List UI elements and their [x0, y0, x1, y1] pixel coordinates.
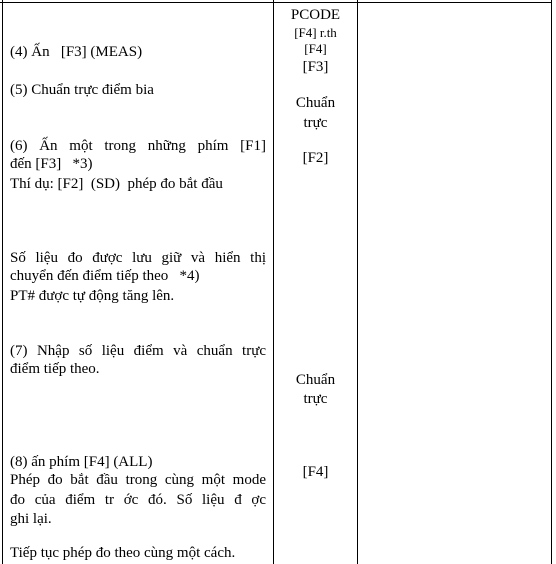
data-stored-line-2: chuyển đến điểm tiếp theo *4)	[10, 268, 200, 284]
collimate-label-1-line-2: trực	[303, 115, 328, 131]
f2-key-label: [F2]	[302, 150, 329, 166]
f4-all-key-label: [F4]	[302, 464, 329, 480]
f3-key-label: [F3]	[302, 59, 329, 75]
table-left-border	[2, 0, 3, 564]
display-column	[358, 3, 551, 564]
collimate-label-2-line-1: Chuẩn	[295, 372, 336, 388]
collimate-label-2-line-2: trực	[303, 391, 328, 407]
step-4-text: (4) Ấn [F3] (MEAS)	[10, 44, 143, 60]
collimate-label-1-line-1: Chuẩn	[295, 95, 336, 111]
f4-key-label: [F4]	[304, 41, 327, 56]
step-6-line-1: (6) Ấn một trong những phím [F1]	[10, 138, 266, 154]
step-8-line-3: đo của điểm tr ớc đó. Số liệu đ ợc	[10, 492, 266, 508]
step-6-line-2: đến [F3] *3)	[10, 156, 93, 172]
step-7-line-1: (7) Nhập số liệu điểm và chuẩn trực	[10, 343, 266, 359]
step-6-line-3: Thí dụ: [F2] (SD) phép đo bắt đầu	[10, 176, 223, 192]
continue-text: Tiếp tục phép đo theo cùng một cách.	[10, 545, 236, 561]
step-7-line-2: điểm tiếp theo.	[10, 361, 100, 377]
table-right-border	[551, 0, 552, 564]
step-5-text: (5) Chuẩn trực điểm bia	[10, 82, 154, 98]
step-8-line-1: (8) ấn phím [F4] (ALL)	[10, 454, 153, 470]
step-8-line-4: ghi lại.	[10, 511, 52, 527]
pcode-key-label: PCODE	[290, 7, 341, 23]
data-stored-line-1: Số liệu đo được lưu giữ và hiển thị	[10, 250, 266, 266]
f4-rth-key-label: [F4] r.th	[294, 25, 337, 40]
data-stored-line-3: PT# được tự động tăng lên.	[10, 288, 175, 304]
step-8-line-2: Phép đo bắt đầu trong cùng một mode	[10, 472, 266, 488]
